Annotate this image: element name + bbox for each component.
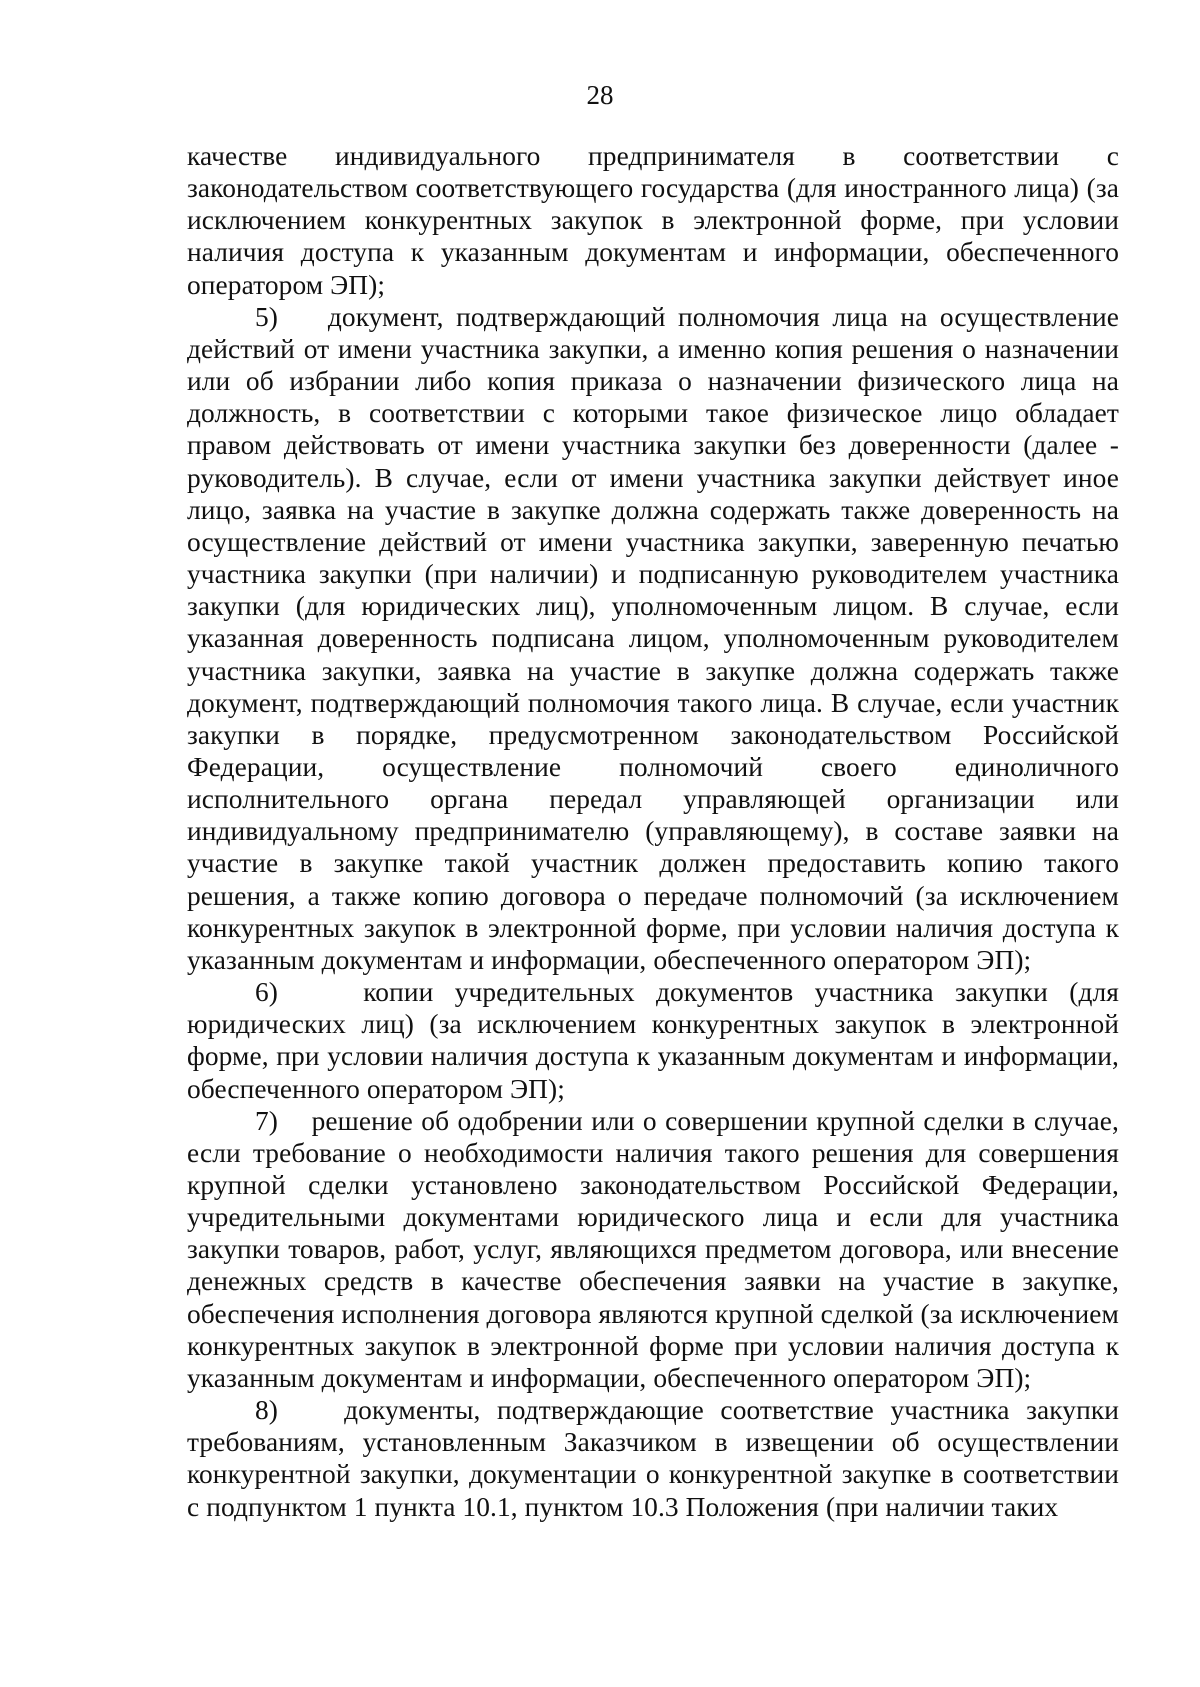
paragraph-continuation	[187, 140, 1119, 301]
list-item-number: 8)	[255, 1395, 278, 1426]
list-item-text: документ, подтверждающий полномочия лица на осуществление действий от имени участника закупки, а именно копия решения о назначении или об избрании либо копия приказа о назначении физического лица на должность, в соответствии с которыми такое физическое лицо обладает правом действовать от имени участника закупки без доверенности (далее - руководитель). В случае, если от имени участника закупки действует иное лицо, заявка на участие в закупке должна содержать также доверенность на осуществление действий от имени участника закупки, заверенную печатью участника закупки (при наличии) и подписанную руководителем участника закупки (для юридических лиц), уполномоченным лицом. В случае, если указанная доверенность подписана лицом, уполномоченным руководителем участника закупки, заявка на участие в закупке должна содержать также документ, подтверждающий полномочия такого лица. В случае, если участник закупки в порядке, предусмотренном законодательством Российской Федерации, осуществление полномочий своего единоличного исполнительного органа передал управляющей организации или индивидуальному предпринимателю (управляющему), в составе заявки на участие в закупке такой участник должен предоставить копию такого решения, а также копию договора о передаче полномочий (за исключением конкурентных закупок в электронной форме, при условии наличия доступа к указанным документам и информации, обеспеченного оператором ЭП);	[187, 301, 1119, 975]
list-item-5	[187, 301, 1119, 976]
list-item-7	[187, 1105, 1119, 1394]
paragraph-text: качестве индивидуального предпринимателя в соответствии с законодательством соответствующего государства (для иностранного лица) (за исключением конкурентных закупок в электронной форме, при условии наличия доступа к указанным документам и информации, обеспеченного оператором ЭП);	[187, 141, 1119, 300]
page-number: 28	[586, 80, 614, 110]
list-item-number: 7)	[255, 1105, 278, 1136]
list-item-number: 6)	[255, 977, 278, 1008]
list-item-number: 5)	[255, 301, 278, 332]
list-item-8	[187, 1394, 1119, 1523]
list-item-text: решение об одобрении или о совершении крупной сделки в случае, если требование о необходимости наличия такого решения для совершения крупной сделки установлено законодательством Российской Федерации, учредительными документами юридического лица и если для участника закупки товаров, работ, услуг, являющихся предметом договора, или внесение денежных средств в качестве обеспечения заявки на участие в закупке, обеспечения исполнения договора являются крупной сделкой (за исключением конкурентных закупок в электронной форме при условии наличия доступа к указанным документам и информации, обеспеченного оператором ЭП);	[187, 1105, 1119, 1393]
list-item-6	[187, 976, 1119, 1105]
list-item-text: документы, подтверждающие соответствие участника закупки требованиям, установленным Заказчиком в извещении об осуществлении конкурентной закупки, документации о конкурентной закупке в соответствии с подпунктом 1 пункта 10.1, пунктом 10.3 Положения (при наличии таких	[187, 1395, 1119, 1522]
list-item-text: копии учредительных документов участника закупки (для юридических лиц) (за исключением конкурентных закупок в электронной форме, при условии наличия доступа к указанным документам и информации, обеспеченного оператором ЭП);	[187, 977, 1119, 1104]
document-body	[187, 140, 1119, 1523]
